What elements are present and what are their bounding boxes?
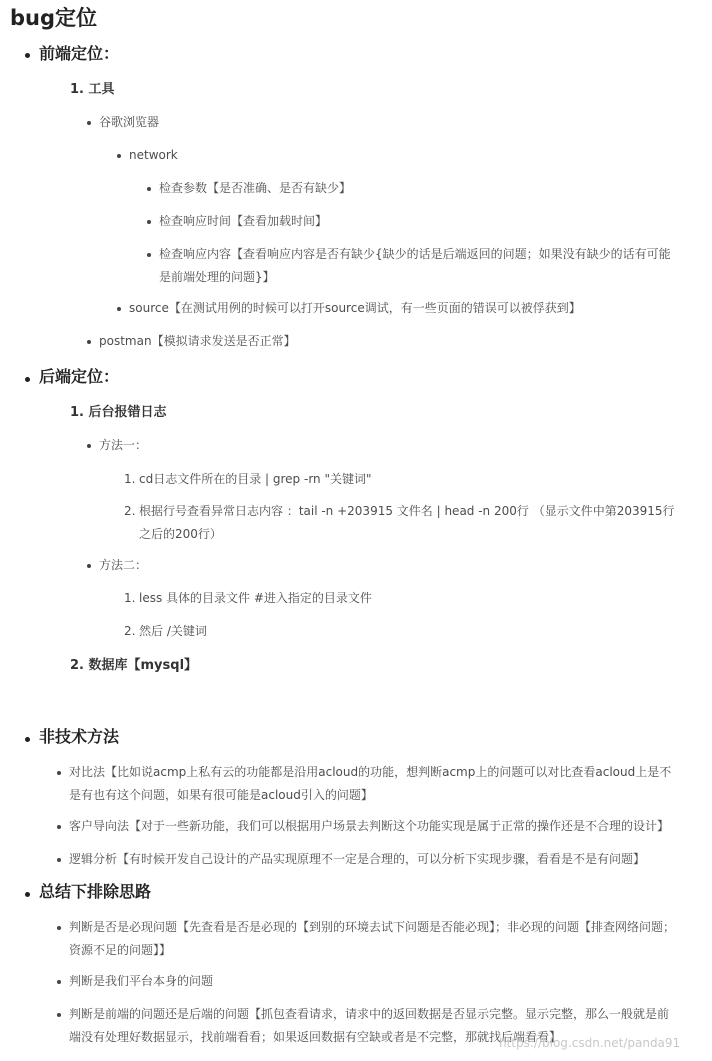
bullet-dot [25, 892, 30, 897]
list-item-summary-1: 判断是我们平台本身的问题 [69, 974, 214, 988]
watermark: https://blog.csdn.net/panda91 [499, 1036, 681, 1050]
section-heading-summary: 总结下排除思路 [39, 882, 152, 901]
step-number: 2. [124, 624, 136, 638]
section-heading-nontech: 非技术方法 [39, 727, 120, 746]
list-item-method2: 方法二： [99, 558, 148, 572]
section-heading-frontend: 前端定位： [39, 44, 120, 63]
subheading-tools: 1. 工具 [70, 82, 115, 97]
list-item-method1-step-0: cd日志文件所在的目录 | grep -rn "关键词" [139, 472, 372, 486]
step-number: 1. [124, 472, 136, 486]
step-number: 2. [124, 504, 136, 518]
list-item-nontech-0: 对比法【比如说acmp上私有云的功能都是沿用acloud的功能，想判断acmp上的问题可以对比查看acloud上是不是有也有这个问题，如果有很可能是acloud引入的问题】 [69, 765, 672, 802]
list-item-nontech-1: 客户导向法【对于一些新功能，我们可以根据用户场景去判断这个功能实现是属于正常的操作还是不合理的设计】 [69, 819, 670, 833]
list-item-postman: postman【模拟请求发送是否正常】 [99, 334, 296, 348]
list-item-nontech-2: 逻辑分析【有时候开发自己设计的产品实现原理不一定是合理的，可以分析下实现步骤，看看是不是有问题】 [69, 852, 646, 866]
bullet-dot [57, 1013, 61, 1017]
bullet-dot [87, 564, 91, 568]
list-item-method2-step-1: 然后 /关键词 [139, 624, 207, 638]
bullet-dot [57, 980, 61, 984]
bullet-dot [87, 444, 91, 448]
bullet-dot [147, 220, 151, 224]
step-number: 1. [124, 591, 136, 605]
list-item-network: network [129, 148, 178, 162]
bullet-dot [57, 825, 61, 829]
list-item-summary-0: 判断是否是必现问题【先查看是否是必现的【到别的环境去试下问题是否能必现】；非必现的问题【排查网络问题；资源不足的问题】】 [69, 920, 676, 957]
bullet-dot [117, 154, 121, 158]
list-item-method1-step-1: 根据行号查看异常日志内容 ：tail -n +203915 文件名 | head -n 200行 （显示文件中第203915行之后的200行） [139, 504, 675, 541]
subheading-logs: 1. 后台报错日志 [70, 405, 167, 420]
section-heading-backend: 后端定位： [39, 367, 120, 386]
bullet-dot [117, 307, 121, 311]
bullet-dot [57, 771, 61, 775]
bullet-dot [25, 737, 30, 742]
bullet-dot [57, 926, 61, 930]
bullet-dot [147, 187, 151, 191]
page-title: bug定位 [10, 6, 98, 30]
subheading-database: 2. 数据库【mysql】 [70, 658, 198, 673]
bullet-dot [147, 253, 151, 257]
list-item-summary-2: 判断是前端的问题还是后端的问题【抓包查看请求，请求中的返回数据是否显示完整。显示完整，那么一般就是前端没有处理好数据显示，找前端看看；如果返回数据有空缺或者是不完整，那就找后端看看】 [69, 1007, 670, 1044]
bullet-dot [57, 858, 61, 862]
bullet-dot [25, 53, 30, 58]
list-item-network-1: 检查响应时间【查看加载时间】 [159, 214, 328, 228]
list-item-method2-step-0: less 具体的目录文件 #进入指定的目录文件 [139, 591, 372, 605]
list-item-source: source【在测试用例的时候可以打开source调试，有一些页面的错误可以被俘获到】 [129, 301, 581, 315]
list-item-network-0: 检查参数【是否准确、是否有缺少】 [159, 181, 352, 195]
list-item-chrome: 谷歌浏览器 [99, 115, 160, 129]
list-item-network-2: 检查响应内容【查看响应内容是否有缺少{缺少的话是后端返回的问题；如果没有缺少的话有可能是前端处理的问题}】 [159, 247, 671, 284]
list-item-method1: 方法一： [99, 438, 148, 452]
bullet-dot [87, 340, 91, 344]
bullet-dot [25, 377, 30, 382]
bullet-dot [87, 121, 91, 125]
